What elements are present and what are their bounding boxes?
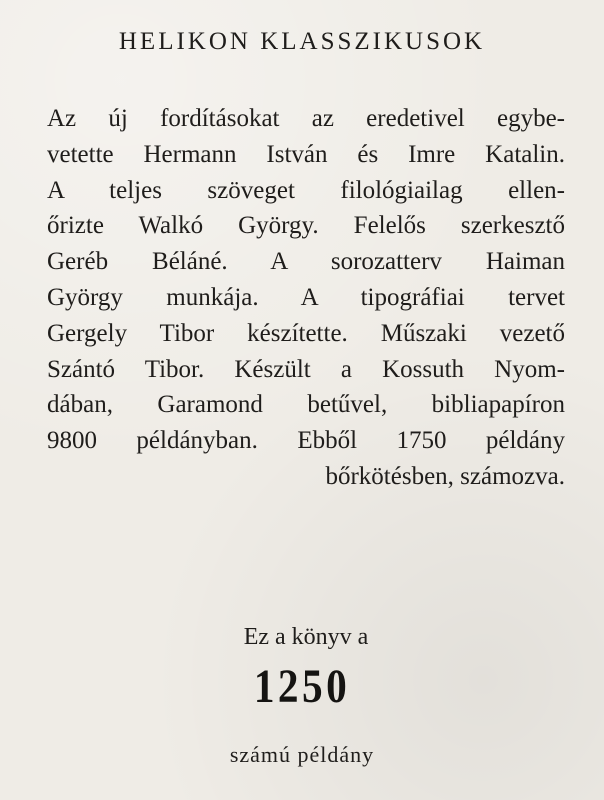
colophon-line: őrizte Walkó György. Felelős szerkesztő [47, 212, 565, 240]
colophon-line: Az új fordításokat az eredetivel egybe- [47, 105, 565, 132]
colophon-line: Szántó Tibor. Készült a Kossuth Nyom- [47, 355, 565, 383]
colophon-line: bőrkötésben, számozva. [325, 462, 565, 490]
copy-number-stamp: 1250 [253, 660, 351, 713]
colophon-line: vetette Hermann István és Imre Katalin. [47, 140, 565, 168]
series-title: HELIKON KLASSZIKUSOK [118, 28, 486, 55]
colophon-line: Gergely Tibor készítette. Műszaki vezető [47, 319, 565, 347]
colophon-line: dában, Garamond betűvel, bibliapapíron [47, 391, 565, 419]
copy-label: Ez a könyv a [243, 624, 369, 650]
colophon-line: György munkája. A tipográfiai tervet [47, 283, 565, 311]
colophon-line: Geréb Béláné. A sorozatterv Haiman [47, 248, 565, 276]
colophon-text [47, 101, 565, 495]
copy-suffix: számú példány [229, 742, 375, 767]
colophon-line: A teljes szöveget filológiailag ellen- [47, 176, 565, 204]
colophon-line: 9800 példányban. Ebből 1750 példány [47, 427, 565, 455]
